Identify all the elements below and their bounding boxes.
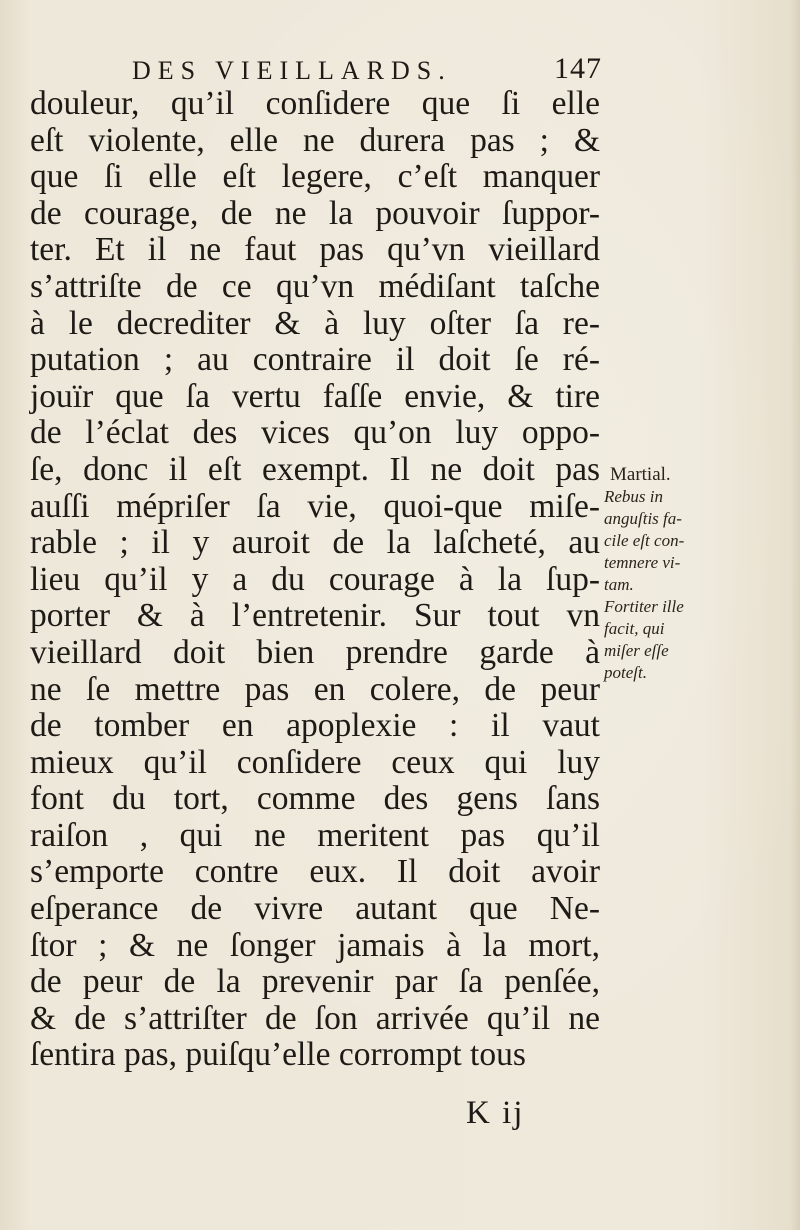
text-line: de peur de la prevenir par ſa penſée, xyxy=(30,963,600,1001)
text-line: font du tort, comme des gens ſans xyxy=(30,780,600,818)
margin-note-line: Rebus in xyxy=(604,487,664,506)
margin-note-line: anguſtis fa- xyxy=(604,509,682,528)
margin-note-line: Martial. xyxy=(610,464,671,485)
text-line: putation ; au contraire il doit ſe ré- xyxy=(30,341,600,379)
body-text xyxy=(30,86,600,1074)
text-line: ſtor ; & ne ſonger jamais à la mort, xyxy=(30,926,600,964)
text-line: ne ſe mettre pas en colere, de peur xyxy=(30,670,600,708)
text-line: s’emporte contre eux. Il doit avoir xyxy=(30,853,600,891)
text-line: à le decrediter & à luy oſter ſa re- xyxy=(30,304,600,342)
margin-note-line: Fortiter ille xyxy=(604,597,684,616)
text-line: vieillard doit bien prendre garde à xyxy=(30,633,600,671)
text-line: douleur, qu’il conſidere que ſi elle xyxy=(30,85,600,122)
text-line: ſe, donc il eſt exempt. Il ne doit pas xyxy=(30,450,600,488)
text-line: ſentira pas, puiſqu’elle corrompt tous xyxy=(30,1036,526,1074)
text-line: de courage, de ne la pouvoir ſuppor- xyxy=(30,194,600,232)
text-line: jouïr que ſa vertu faſſe envie, & tire xyxy=(30,377,600,415)
text-line: & de s’attriſter de ſon arrivée qu’il ne xyxy=(30,999,600,1037)
running-head-title: DES VIEILLARDS. xyxy=(132,56,452,85)
text-line: auſſi mépriſer ſa vie, quoi-que miſe- xyxy=(30,487,600,525)
margin-note-line: temnere vi- xyxy=(604,553,681,572)
margin-note-line: poteſt. xyxy=(604,663,647,682)
text-line: porter & à l’entretenir. Sur tout vn xyxy=(30,597,600,635)
signature-mark: K ij xyxy=(466,1095,525,1131)
text-line: ter. Et il ne faut pas qu’vn vieillard xyxy=(30,231,600,269)
margin-note-line: tam. xyxy=(604,575,634,594)
margin-note-line: miſer eſſe xyxy=(604,641,669,660)
text-line: que ſi elle eſt legere, c’eſt manquer xyxy=(30,158,600,196)
text-line: de tomber en apoplexie : il vaut xyxy=(30,707,600,745)
text-line: de l’éclat des vices qu’on luy oppo- xyxy=(30,414,600,452)
text-line: raiſon , qui ne meritent pas qu’il xyxy=(30,816,600,854)
text-line: eſt violente, elle ne durera pas ; & xyxy=(30,121,600,159)
page-number: 147 xyxy=(554,52,602,85)
text-line: mieux qu’il conſidere ceux qui luy xyxy=(30,743,600,781)
text-line: eſperance de vivre autant que Ne- xyxy=(30,890,600,928)
margin-note xyxy=(604,464,714,684)
text-line: rable ; il y auroit de la laſcheté, au xyxy=(30,524,600,562)
text-line: lieu qu’il y a du courage à la ſup- xyxy=(30,560,600,598)
margin-note-line: cile eſt con- xyxy=(604,531,685,550)
text-line: s’attriſte de ce qu’vn médiſant taſche xyxy=(30,267,600,305)
margin-note-line: facit, qui xyxy=(604,619,665,638)
